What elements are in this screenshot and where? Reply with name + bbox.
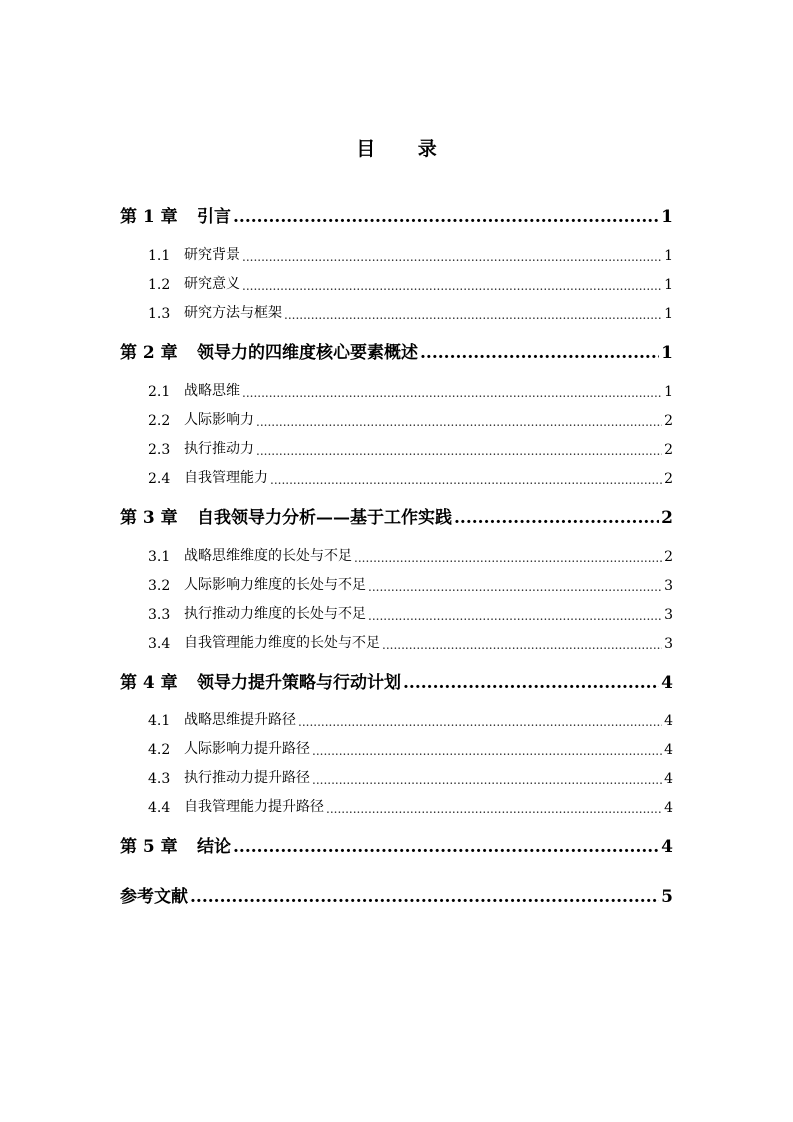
page-number: 4 <box>664 742 673 758</box>
page-number: 2 <box>664 549 673 565</box>
toc-section-4-4[interactable] <box>148 796 673 816</box>
section-number: 3.4 <box>148 636 171 652</box>
section-number: 1.3 <box>148 306 171 322</box>
chapter-title: 自我领导力分析——基于工作实践 <box>197 508 452 528</box>
page-number: 5 <box>661 887 673 907</box>
page-number: 4 <box>664 771 673 787</box>
chapter-number: 第 2 章 <box>120 343 178 363</box>
section-title: 战略思维维度的长处与不足 <box>184 548 352 564</box>
section-title: 人际影响力 <box>184 412 254 428</box>
dot-leader <box>312 773 662 787</box>
page-number: 3 <box>664 578 673 594</box>
chapter-title: 结论 <box>197 837 231 857</box>
page-number: 4 <box>661 673 673 693</box>
section-number: 3.3 <box>148 607 171 623</box>
chapter-number: 第 1 章 <box>120 207 178 227</box>
dot-leader <box>326 802 662 816</box>
dot-leader <box>354 551 662 565</box>
dot-leader <box>190 887 659 907</box>
section-number: 2.2 <box>148 413 171 429</box>
dot-leader <box>233 207 659 227</box>
section-number: 1.1 <box>148 248 171 264</box>
toc-section-3-3[interactable] <box>148 603 673 623</box>
toc-section-4-2[interactable] <box>148 738 673 758</box>
section-number: 3.1 <box>148 549 171 565</box>
section-title: 人际影响力提升路径 <box>184 741 310 757</box>
dot-leader <box>403 673 659 693</box>
page-number: 2 <box>664 442 673 458</box>
page-number: 4 <box>664 800 673 816</box>
chapter-number: 第 3 章 <box>120 508 178 528</box>
toc-section-3-1[interactable] <box>148 545 673 565</box>
section-title: 执行推动力维度的长处与不足 <box>184 606 366 622</box>
toc-section-3-2[interactable] <box>148 574 673 594</box>
dot-leader <box>382 638 662 652</box>
dot-leader <box>242 386 662 400</box>
toc-section-1-3[interactable] <box>148 302 673 322</box>
page-number: 2 <box>664 413 673 429</box>
section-title: 研究意义 <box>184 276 240 292</box>
section-title: 战略思维提升路径 <box>184 712 296 728</box>
toc-chapter-5[interactable] <box>120 833 673 857</box>
section-number: 1.2 <box>148 277 171 293</box>
dot-leader <box>284 308 662 322</box>
dot-leader <box>256 415 662 429</box>
section-title: 自我管理能力提升路径 <box>184 799 324 815</box>
chapter-number: 第 4 章 <box>120 673 178 693</box>
dot-leader <box>270 473 662 487</box>
dot-leader <box>256 444 662 458</box>
references-title: 参考文献 <box>120 887 188 907</box>
section-number: 4.3 <box>148 771 171 787</box>
section-title: 研究背景 <box>184 247 240 263</box>
section-title: 人际影响力维度的长处与不足 <box>184 577 366 593</box>
chapter-number: 第 5 章 <box>120 837 178 857</box>
toc-chapter-3[interactable] <box>120 504 673 528</box>
chapter-title: 引言 <box>197 207 231 227</box>
toc-section-1-1[interactable] <box>148 244 673 264</box>
dot-leader <box>420 343 659 363</box>
dot-leader <box>242 279 662 293</box>
toc-references[interactable] <box>120 883 673 907</box>
section-title: 研究方法与框架 <box>184 305 282 321</box>
toc-section-4-1[interactable] <box>148 709 673 729</box>
section-number: 4.1 <box>148 713 171 729</box>
section-title: 执行推动力提升路径 <box>184 770 310 786</box>
dot-leader <box>242 250 662 264</box>
chapter-title: 领导力提升策略与行动计划 <box>197 673 401 693</box>
page-number: 1 <box>664 306 673 322</box>
page-number: 1 <box>661 207 673 227</box>
section-number: 3.2 <box>148 578 171 594</box>
dot-leader <box>233 837 659 857</box>
section-number: 4.2 <box>148 742 171 758</box>
dot-leader <box>368 580 662 594</box>
page-number: 1 <box>664 248 673 264</box>
page-number: 1 <box>664 384 673 400</box>
toc-section-1-2[interactable] <box>148 273 673 293</box>
chapter-title: 领导力的四维度核心要素概述 <box>197 343 418 363</box>
page-number: 1 <box>661 343 673 363</box>
toc-section-3-4[interactable] <box>148 632 673 652</box>
page-number: 3 <box>664 636 673 652</box>
page-number: 2 <box>661 508 673 528</box>
toc-title: 目 录 <box>356 138 455 160</box>
dot-leader <box>368 609 662 623</box>
toc-section-2-2[interactable] <box>148 409 673 429</box>
section-number: 2.3 <box>148 442 171 458</box>
page-number: 3 <box>664 607 673 623</box>
section-number: 4.4 <box>148 800 171 816</box>
dot-leader <box>312 744 662 758</box>
section-title: 执行推动力 <box>184 441 254 457</box>
toc-chapter-2[interactable] <box>120 339 673 363</box>
dot-leader <box>298 715 662 729</box>
section-title: 战略思维 <box>184 383 240 399</box>
page-number: 2 <box>664 471 673 487</box>
section-title: 自我管理能力 <box>184 470 268 486</box>
toc-section-2-3[interactable] <box>148 438 673 458</box>
page-number: 1 <box>664 277 673 293</box>
toc-chapter-4[interactable] <box>120 669 673 693</box>
section-title: 自我管理能力维度的长处与不足 <box>184 635 380 651</box>
toc-section-2-1[interactable] <box>148 380 673 400</box>
dot-leader <box>454 508 659 528</box>
page-number: 4 <box>664 713 673 729</box>
toc-chapter-1[interactable] <box>120 203 673 227</box>
toc-section-4-3[interactable] <box>148 767 673 787</box>
section-number: 2.1 <box>148 384 171 400</box>
page-number: 4 <box>661 837 673 857</box>
section-number: 2.4 <box>148 471 171 487</box>
toc-section-2-4[interactable] <box>148 467 673 487</box>
